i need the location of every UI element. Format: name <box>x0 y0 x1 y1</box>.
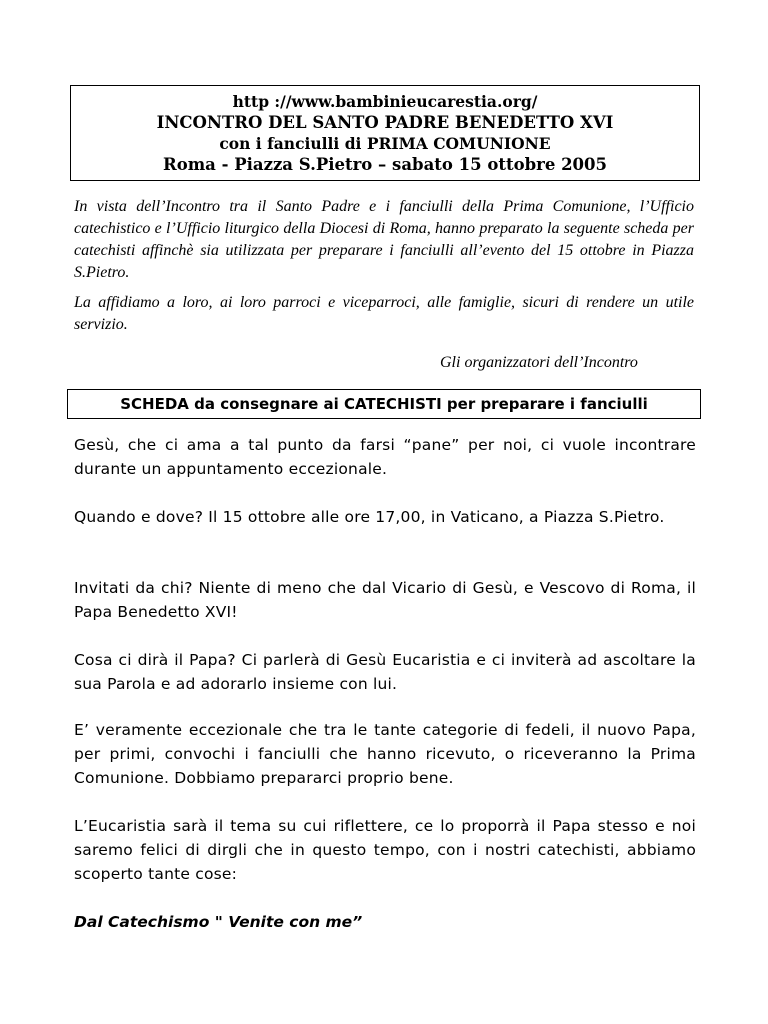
header-subtitle: con i fanciulli di PRIMA COMUNIONE <box>219 134 551 153</box>
signature: Gli organizzatori dell’Incontro <box>440 354 638 371</box>
header-title: INCONTRO DEL SANTO PADRE BENEDETTO XVI <box>156 113 614 132</box>
scheda-title: SCHEDA da consegnare ai CATECHISTI per preparare i fanciulli <box>67 389 701 419</box>
section-title: Dal Catechismo " Venite con me” <box>74 913 363 931</box>
header-url[interactable]: http ://www.bambinieucarestia.org/ <box>232 92 538 111</box>
body-paragraph-6: L’Eucaristia sarà il tema su cui riflettere, ce lo proporrà il Papa stesso e noi saremo felici di dirgli che in questo tempo, con i nostri catechisti, abbiamo scoperto tante cose: <box>74 817 696 883</box>
body-paragraph-5: E’ veramente eccezionale che tra le tante categorie di fedeli, il nuovo Papa, per primi, convochi i fanciulli che hanno ricevuto, o riceveranno la Prima Comunione. Dobbiamo prepararci proprio bene. <box>74 721 696 787</box>
header-location-date: Roma - Piazza S.Pietro – sabato 15 ottobre 2005 <box>163 155 607 174</box>
body-paragraph-4: Cosa ci dirà il Papa? Ci parlerà di Gesù Eucaristia e ci inviterà ad ascoltare la sua Parola e ad adorarlo insieme con lui. <box>74 651 696 693</box>
body-paragraph-3: Invitati da chi? Niente di meno che dal Vicario di Gesù, e Vescovo di Roma, il Papa Benedetto XVI! <box>74 579 696 621</box>
header-box <box>70 85 700 181</box>
intro-paragraph-2: La affidiamo a loro, ai loro parroci e viceparroci, alle famiglie, sicuri di rendere un utile servizio. <box>74 294 694 333</box>
intro-paragraph-1: In vista dell’Incontro tra il Santo Padre e i fanciulli della Prima Comunione, l’Ufficio catechistico e l’Ufficio liturgico della Diocesi di Roma, hanno preparato la seguente scheda per catechisti affinchè sia utilizzata per preparare i fanciulli all’evento del 15 ottobre in Piazza S.Pietro. <box>74 198 694 281</box>
body-paragraph-2: Quando e dove? Il 15 ottobre alle ore 17,00, in Vaticano, a Piazza S.Pietro. <box>74 508 665 526</box>
body-paragraph-1: Gesù, che ci ama a tal punto da farsi “pane” per noi, ci vuole incontrare durante un appuntamento eccezionale. <box>74 436 696 478</box>
